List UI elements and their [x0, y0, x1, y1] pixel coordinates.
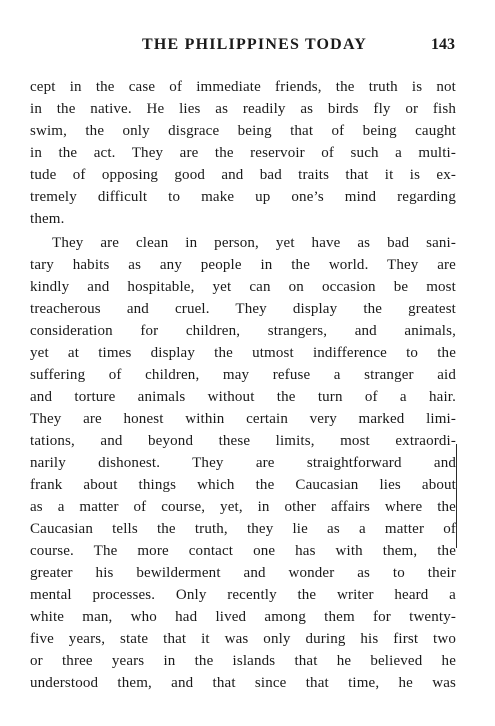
- text-line: suffering of children, may refuse a stranger aid: [30, 367, 456, 383]
- text-line: They are honest within certain very marked limi-: [30, 411, 456, 427]
- text-line: tary habits as any people in the world. They are: [30, 257, 456, 273]
- text-line: swim, the only disgrace being that of being caught: [30, 123, 456, 139]
- text-line: Caucasian tells the truth, they lie as a matter of: [30, 521, 456, 537]
- text-line: course. The more contact one has with them, the: [30, 543, 456, 559]
- margin-rule: [456, 444, 457, 548]
- text-line: consideration for children, strangers, and animals,: [30, 323, 456, 339]
- text-line: treacherous and cruel. They display the greatest: [30, 301, 456, 317]
- text-line: narily dishonest. They are straightforward and: [30, 455, 456, 471]
- text-line: They are clean in person, yet have as bad sani-: [52, 235, 456, 251]
- text-line: cept in the case of immediate friends, the truth is not: [30, 79, 456, 95]
- text-line: white man, who had lived among them for twenty-: [30, 609, 456, 625]
- running-head: [24, 36, 465, 62]
- text-line: kindly and hospitable, yet can on occasion be most: [30, 279, 456, 295]
- text-line: tremely difficult to make up one’s mind regarding: [30, 189, 456, 205]
- text-line: frank about things which the Caucasian lies about: [30, 477, 456, 493]
- text-line: tude of opposing good and bad traits that it is ex-: [30, 167, 456, 183]
- text-line: them.: [30, 211, 65, 227]
- text-line: in the native. He lies as readily as birds fly or fish: [30, 101, 456, 117]
- text-line: in the act. They are the reservoir of such a multi-: [30, 145, 456, 161]
- text-line: as a matter of course, yet, in other affairs where the: [30, 499, 456, 515]
- page-number: 143: [431, 36, 455, 53]
- text-line: understood them, and that since that time, he was: [30, 675, 456, 691]
- text-line: or three years in the islands that he believed he: [30, 653, 456, 669]
- text-line: yet at times display the utmost indifference to the: [30, 345, 456, 361]
- text-line: five years, state that it was only during his first two: [30, 631, 456, 647]
- text-line: mental processes. Only recently the writer heard a: [30, 587, 456, 603]
- text-line: greater his bewilderment and wonder as to their: [30, 565, 456, 581]
- running-title: THE PHILIPPINES TODAY: [142, 36, 367, 53]
- text-line: and torture animals without the turn of a hair.: [30, 389, 456, 405]
- text-line: tations, and beyond these limits, most extraordi-: [30, 433, 456, 449]
